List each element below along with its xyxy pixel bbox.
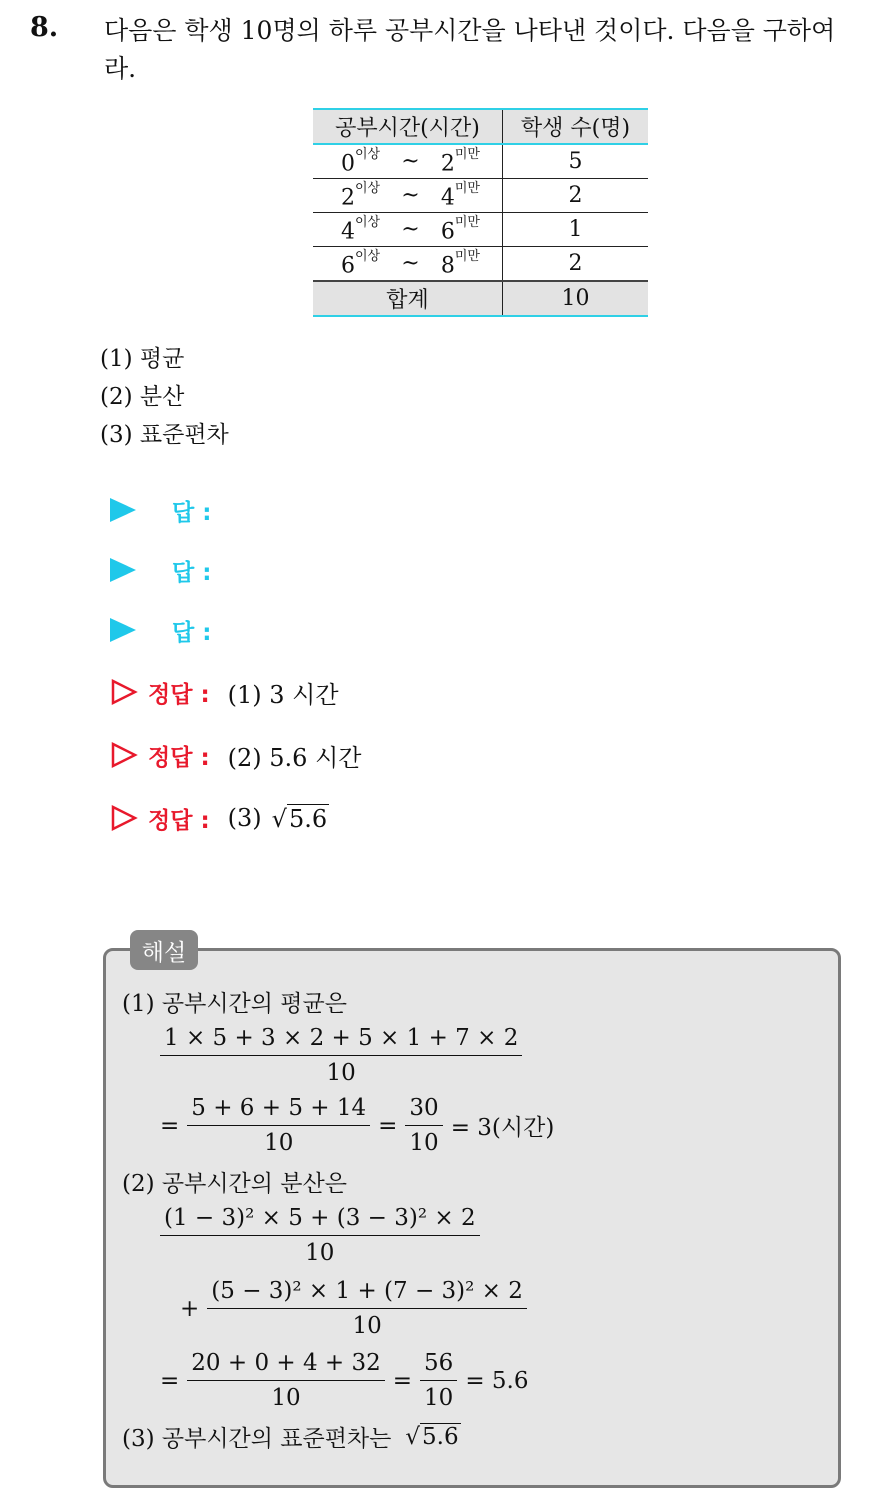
question-text: 다음은 학생 10명의 하루 공부시간을 나타낸 것이다. 다음을 구하여라.	[104, 16, 836, 83]
fraction-denominator: 10	[424, 1385, 454, 1411]
correct-answer-text: (2) 5.6 시간	[227, 743, 362, 772]
frequency-table	[313, 108, 648, 317]
subquestion-mean: (1) 평균	[100, 346, 185, 372]
table-row	[313, 179, 648, 213]
mean-result: = 3(시간)	[450, 1115, 555, 1141]
correct-answer-label: 정답 :	[148, 744, 210, 771]
fraction-numerator: (5 − 3)² × 1 + (7 − 3)² × 2	[207, 1278, 527, 1309]
range-to-sup: 미만	[454, 248, 480, 264]
answer-label: 답 :	[172, 559, 212, 586]
count-cell: 5	[503, 144, 649, 179]
fraction-numerator: 20 + 0 + 4 + 32	[187, 1350, 384, 1381]
correct-answer-label: 정답 :	[148, 807, 210, 834]
answer-blank-2	[110, 550, 211, 590]
correct-answer-text: (1) 3 시간	[227, 680, 339, 709]
solution-mean-frac1	[160, 1025, 522, 1086]
sqrt-radicand: 5.6	[288, 804, 328, 833]
fraction-numerator: 1 × 5 + 3 × 2 + 5 × 1 + 7 × 2	[160, 1025, 522, 1056]
fraction-numerator: 5 + 6 + 5 + 14	[187, 1095, 370, 1126]
sqrt-expression: √ 5.6	[271, 804, 328, 833]
solution-mean-line2	[160, 1095, 554, 1156]
solution-variance-line3	[160, 1350, 529, 1411]
range-from-sup: 이상	[355, 214, 381, 230]
range-to-sup: 미만	[454, 214, 480, 230]
range-from-sup: 이상	[355, 146, 381, 162]
equals-sign: =	[160, 1367, 180, 1394]
outline-triangle-icon	[110, 741, 138, 769]
answer-blank-1	[110, 490, 211, 530]
solution-variance-frac1	[160, 1205, 480, 1266]
range-to-sup: 미만	[454, 146, 480, 162]
correct-answer-1	[110, 672, 339, 712]
range-tilde: ~	[401, 216, 420, 242]
equals-sign: =	[392, 1367, 413, 1394]
variance-result: = 5.6	[465, 1367, 529, 1394]
fraction-denominator: 10	[409, 1130, 439, 1156]
table-row	[313, 144, 648, 179]
table-row	[313, 247, 648, 282]
total-value: 10	[503, 281, 649, 316]
header-student-count: 학생 수(명)	[503, 109, 649, 144]
subquestion-variance: (2) 분산	[100, 384, 185, 410]
answer-label: 답 :	[172, 499, 212, 526]
range-from: 6	[341, 253, 355, 279]
question-number: 8.	[30, 12, 59, 43]
range-from: 0	[341, 151, 355, 177]
answer-label: 답 :	[172, 619, 212, 646]
sqrt-expression: √ 5.6	[405, 1424, 459, 1450]
fraction-numerator: 30	[405, 1095, 442, 1126]
fraction-denominator: 10	[352, 1313, 382, 1339]
solution-variance-frac2	[180, 1278, 527, 1339]
solution-variance-title: (2) 공부시간의 분산은	[122, 1171, 347, 1197]
header-study-time: 공부시간(시간)	[313, 109, 503, 144]
fraction-numerator: (1 − 3)² × 5 + (3 − 3)² × 2	[160, 1205, 480, 1236]
fraction-denominator: 10	[264, 1130, 294, 1156]
solution-tag: 해설	[130, 930, 198, 970]
range-to: 8	[440, 253, 455, 279]
solution-mean-title: (1) 공부시간의 평균은	[122, 991, 347, 1017]
sqrt-radicand: 5.6	[422, 1424, 459, 1450]
range-tilde: ~	[401, 148, 420, 174]
equals-sign: =	[160, 1112, 180, 1139]
correct-answer-label: 정답 :	[148, 681, 210, 708]
count-cell: 2	[503, 247, 649, 282]
plus-sign: +	[180, 1295, 200, 1322]
range-from-sup: 이상	[355, 180, 381, 196]
fraction-denominator: 10	[271, 1385, 301, 1411]
correct-answer-3	[110, 798, 329, 838]
range-from-sup: 이상	[355, 248, 381, 264]
table-total-row	[313, 281, 648, 316]
fraction-denominator: 10	[305, 1240, 335, 1266]
table-row	[313, 213, 648, 247]
fraction-denominator: 10	[326, 1060, 356, 1086]
play-triangle-icon	[110, 558, 136, 582]
count-cell: 2	[503, 179, 649, 213]
answer-blank-3	[110, 610, 211, 650]
correct-answer-2	[110, 735, 361, 775]
play-triangle-icon	[110, 498, 136, 522]
play-triangle-icon	[110, 618, 136, 642]
range-from: 2	[341, 185, 355, 211]
range-to-sup: 미만	[454, 180, 480, 196]
outline-triangle-icon	[110, 804, 138, 832]
solution-stddev-title: (3) 공부시간의 표준편차는	[122, 1426, 392, 1452]
equals-sign: =	[378, 1112, 398, 1139]
range-to: 4	[440, 185, 455, 211]
fraction-numerator: 56	[420, 1350, 457, 1381]
correct-answer-prefix: (3)	[227, 804, 262, 832]
total-label: 합계	[313, 281, 503, 316]
subquestion-stddev: (3) 표준편차	[100, 422, 229, 448]
range-tilde: ~	[401, 182, 420, 208]
table-header-row	[313, 109, 648, 144]
range-from: 4	[341, 219, 355, 245]
solution-stddev-line	[122, 1420, 461, 1453]
range-to: 6	[440, 219, 455, 245]
range-to: 2	[440, 151, 455, 177]
outline-triangle-icon	[110, 678, 138, 706]
count-cell: 1	[503, 213, 649, 247]
range-tilde: ~	[401, 250, 420, 276]
